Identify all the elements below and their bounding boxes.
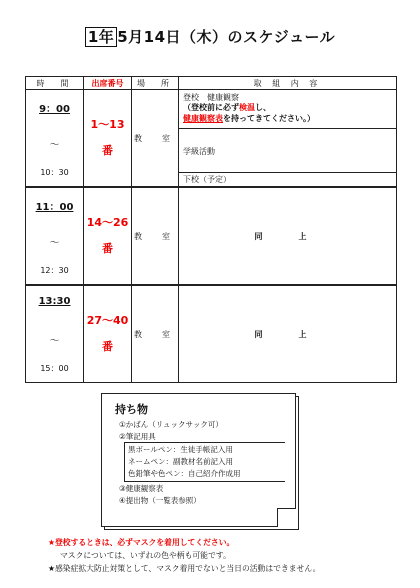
content-temp-note: （登校前に必ず検温し、	[183, 103, 271, 112]
tilde: ～	[49, 238, 60, 249]
same-as-above: 同 上	[179, 187, 397, 285]
attendance-range: 1～13	[90, 118, 125, 131]
grade-label: 1年	[85, 27, 117, 47]
attendance-cell	[84, 90, 132, 188]
header-attendance: 出席番号	[84, 77, 132, 90]
belongings-box	[101, 393, 296, 527]
content-dismissal: 下校（予定）	[183, 175, 231, 184]
time-cell	[26, 90, 84, 188]
health-form-keyword: 健康観察表	[183, 114, 223, 123]
writing-tools-box	[124, 442, 285, 482]
content-cell	[179, 90, 397, 188]
attendance-ban: 番	[102, 144, 113, 157]
attendance-range: 14～26	[86, 216, 129, 229]
time-cell	[26, 285, 84, 383]
same-as-above: 同 上	[179, 285, 397, 383]
writing-tool: 黒ボールペン：生徒手帳記入用	[128, 445, 233, 454]
content-class-activity: 学級活動	[183, 147, 215, 156]
table-header-row	[26, 77, 397, 90]
content-form-note: 健康観察表を持ってきてください。）	[183, 114, 315, 123]
time-cell	[26, 187, 84, 285]
belongings-item: ②筆記用具	[119, 432, 156, 441]
header-content: 取 組 内 容	[179, 77, 397, 90]
table-row	[26, 285, 397, 383]
attendance-ban: 番	[102, 242, 113, 255]
header-time: 時 間	[26, 77, 84, 90]
writing-tool: ネームペン：副教材名前記入用	[128, 457, 233, 466]
end-time: 12：30	[40, 266, 69, 275]
start-time: 9：00	[39, 104, 70, 115]
belongings-item: ④提出物（一覧表参照）	[119, 496, 201, 505]
place-cell: 教 室	[132, 187, 179, 285]
belongings-item: ③健康観察表	[119, 484, 164, 493]
tilde: ～	[49, 140, 60, 151]
start-time: 13:30	[38, 296, 71, 307]
place-cell: 教 室	[132, 285, 179, 383]
tilde: ～	[49, 336, 60, 347]
place-cell: 教 室	[132, 90, 179, 188]
mask-note: ★登校するときは、必ずマスクを着用してください。	[48, 538, 235, 547]
end-time: 15：00	[40, 364, 69, 373]
header-place: 場 所	[132, 77, 179, 90]
table-row	[26, 187, 397, 285]
page-fold-decoration	[277, 508, 296, 527]
table-row	[26, 90, 397, 188]
page-title	[0, 26, 420, 47]
belongings-item: ①かばん（リュックサック可）	[119, 420, 223, 429]
attendance-range: 27～40	[86, 314, 129, 327]
attendance-cell	[84, 187, 132, 285]
start-time: 11：00	[35, 202, 74, 213]
title-text: 5月14日（木）のスケジュール	[117, 28, 336, 46]
mask-color-note: マスクについては、いずれの色や柄も可能です。	[60, 551, 231, 560]
schedule-table	[25, 76, 397, 383]
writing-tool: 色鉛筆や色ペン：自己紹介作成用	[128, 469, 241, 478]
infection-note: ★感染症拡大防止対策として、マスク着用でないと当日の活動はできません。	[48, 564, 321, 573]
attendance-ban: 番	[102, 340, 113, 353]
end-time: 10：30	[40, 168, 69, 177]
content-arrival: 登校 健康観察	[183, 93, 239, 102]
attendance-cell	[84, 285, 132, 383]
belongings-title: 持ち物	[115, 403, 148, 416]
temp-keyword: 検温	[239, 103, 255, 112]
